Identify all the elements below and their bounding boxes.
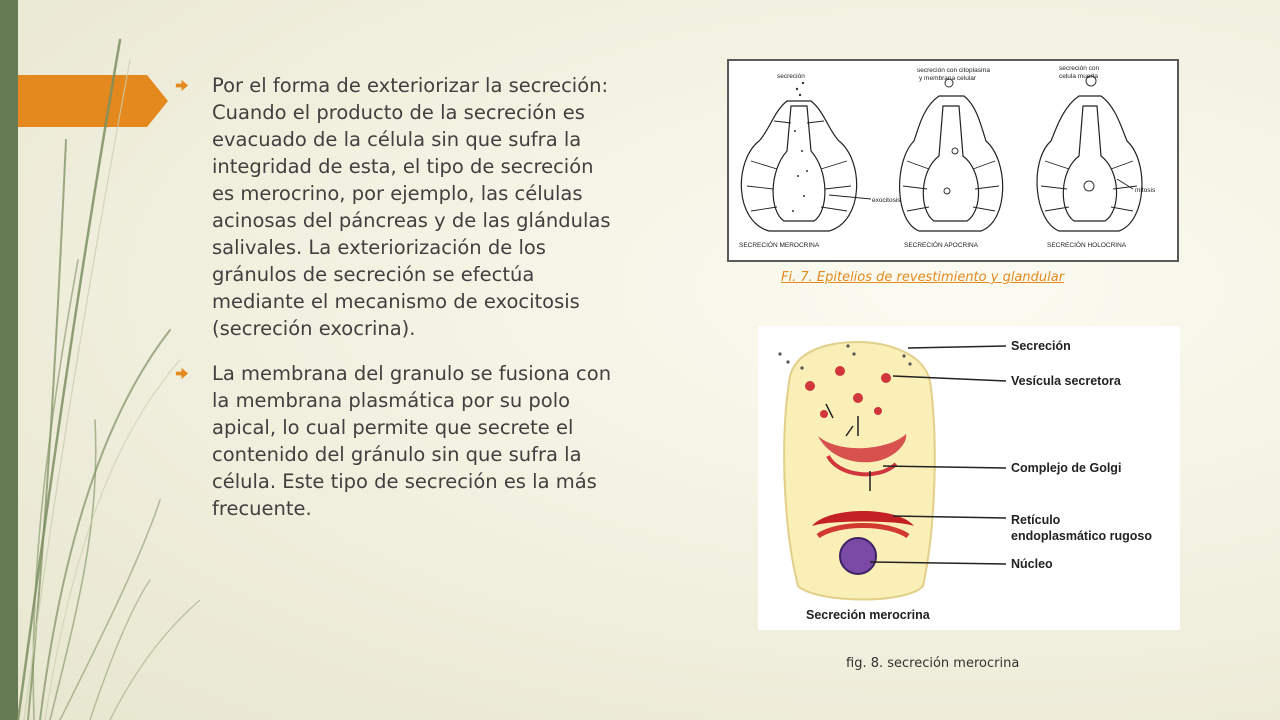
label-holocrina-top-2: celula muerta [1059,73,1099,80]
label-apocrina-top: secreción con citoplasma [917,67,990,74]
figure-merocrine-secretion [758,326,1180,630]
label-secrecion: Secreción [1011,339,1071,353]
label-secrecion-merocrina: Secreción merocrina [806,608,930,622]
bullet-text: La membrana del granulo se fusiona con la membrana plasmática por su polo apical, lo cual permite que secrete el contenido del gránulo sin que sufra la célula. Este tipo de secreción es la más frecuente. [212,362,612,520]
label-secrecion-merocrina: SECRECIÓN MEROCRINA [739,242,820,249]
label-complejo-golgi: Complejo de Golgi [1011,461,1122,475]
label-apocrina-top-2: y membrana celular [919,75,977,82]
label-holocrina-top: secreción con [1059,65,1100,72]
label-vesicula-secretora: Vesícula secretora [1011,374,1121,388]
label-secrecion-holocrina: SECRECIÓN HOLOCRINA [1047,242,1127,249]
figure7-caption-link[interactable]: Fi. 7. Epitelios de revestimiento y glandular [781,270,1065,285]
label-exocitosis: exocitosis [872,197,901,204]
label-reticulo-2: endoplasmático rugoso [1011,529,1152,543]
label-secrecion-apocrina: SECRECIÓN APOCRINA [904,242,979,249]
bullet-item [170,72,620,342]
slide-body [170,72,620,540]
merocrina-gland-outline [741,101,856,231]
nucleus [840,538,876,574]
label-secrecion: secreción [777,73,805,80]
label-nucleo: Núcleo [1011,557,1053,571]
label-reticulo: Retículo [1011,513,1061,527]
figure8-caption: fig. 8. secreción merocrina [846,656,1020,671]
bullet-item [170,360,620,522]
label-mitosis: mitosis [1135,187,1156,194]
figure-glandular-secretion-types [727,59,1179,262]
bullet-text: Por el forma de exteriorizar la secreción: Cuando el producto de la secreción es evacuado de la célula sin que sufra la integridad de esta, el tipo de secreción es merocrino, por ejemplo, las células acinosas del páncreas y de las glándulas salivales. La exteriorización de los gránulos de secreción se efectúa mediante el mecanismo de exocitosis (secreción exocrina). [212,74,611,340]
arrow-right-icon [174,78,189,93]
arrow-right-icon [174,366,189,381]
